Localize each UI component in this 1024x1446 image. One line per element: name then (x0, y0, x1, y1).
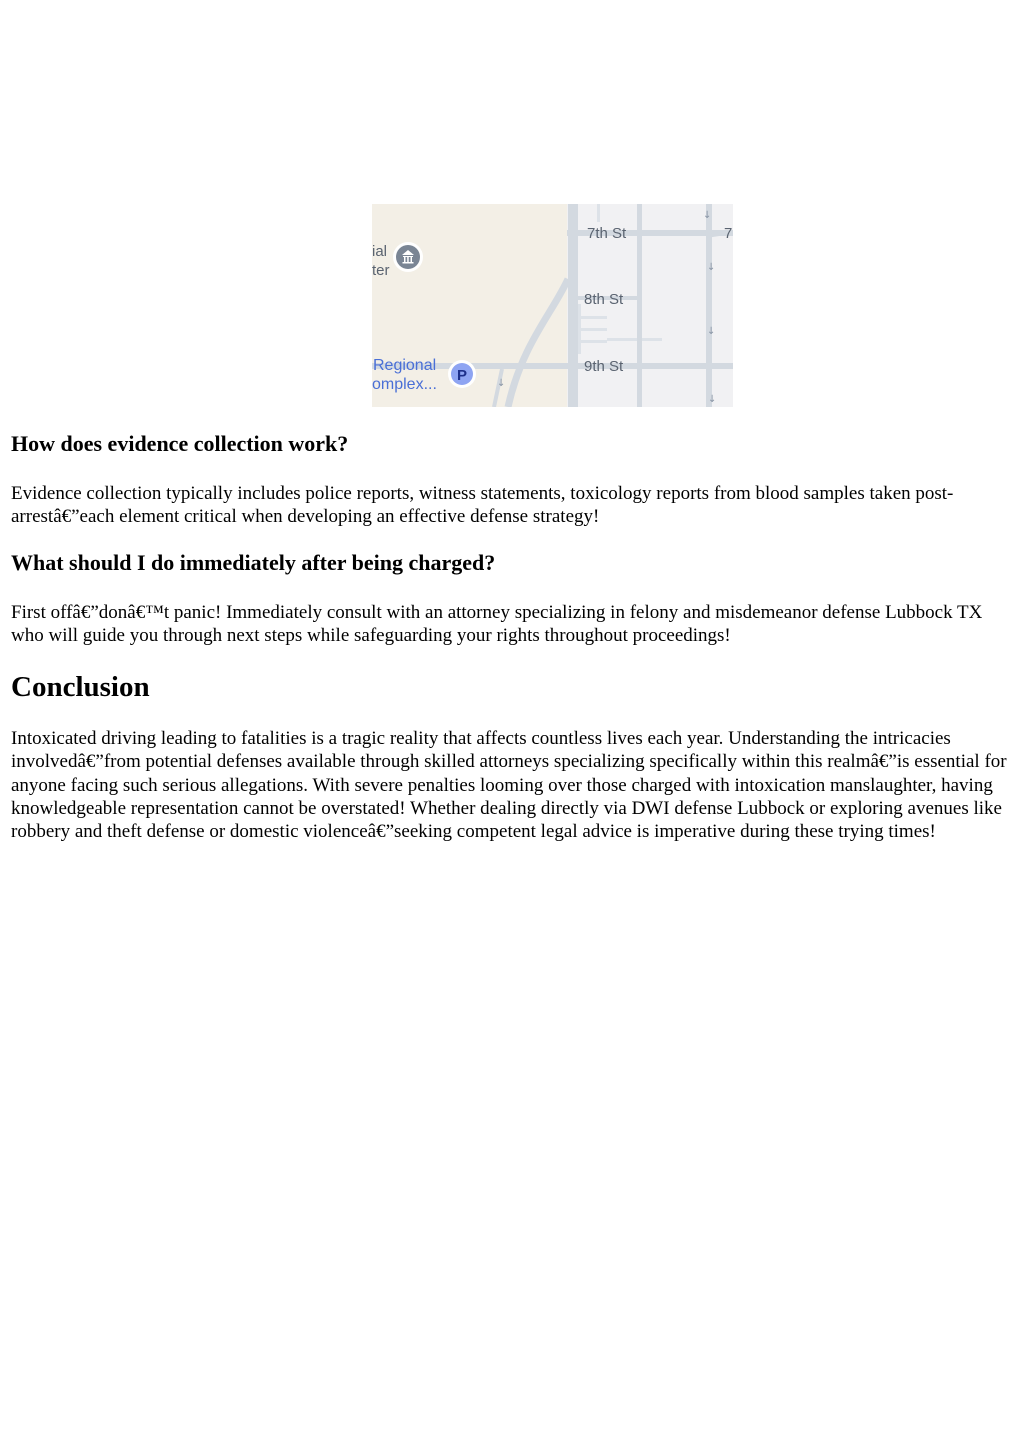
poi-label-bottom-1: Regional (373, 357, 437, 374)
street-label-edge: 7 (724, 225, 733, 242)
poi-label-top-1: ial (372, 243, 388, 260)
main-road (568, 204, 578, 407)
parking-icon (448, 360, 476, 388)
svg-text:P: P (456, 367, 468, 384)
museum-icon (392, 211, 423, 272)
conclusion-heading: Conclusion (11, 671, 150, 704)
svg-text:↓: ↓ (703, 210, 712, 221)
poi-label-top-2: ter (372, 262, 390, 279)
street-label-9th: 9th St (584, 358, 624, 375)
map-image (372, 204, 733, 407)
poi-label-bottom-2: omplex... (372, 376, 437, 393)
street-label-7th: 7th St (587, 225, 627, 242)
faq-question-evidence: How does evidence collection work? (11, 431, 349, 456)
faq-question-after-charge: What should I do immediately after being charged? (11, 549, 496, 575)
article-body (11, 428, 1015, 844)
faq-answer-evidence: Evidence collection typically includes police reports, witness statements, toxicology reports from blood samples taken post-arrestâ€”each element critical when developing an effective defense strategy! (11, 483, 954, 528)
svg-text:↓: ↓ (707, 326, 716, 337)
svg-text:↓: ↓ (708, 394, 717, 405)
conclusion-body: Intoxicated driving leading to fatalities is a tragic reality that affects countless lives each year. Understanding the intricacies involvedâ€”from potential defenses available through skilled attorneys specializing specifically within this realmâ€”is essential for anyone facing such serious allegations. With severe penalties looming over those charged with intoxication manslaughter, having knowledgeable representation cannot be overstated! Whether dealing directly via DWI defense Lubbock or exploring avenues like robbery and theft defense or domestic violenceâ€”seeking competent legal advice is imperative during these trying times! (11, 728, 1007, 843)
street-label-8th: 8th St (584, 291, 624, 308)
svg-text:↓: ↓ (707, 262, 716, 273)
svg-text:↓: ↓ (497, 378, 506, 389)
faq-answer-after-charge: First offâ€”donâ€™t panic! Immediately consult with an attorney specializing in felony and misdemeanor defense Lubbock TX who will guide you through next steps while safeguarding your rights throughout proceedings! (11, 601, 983, 646)
